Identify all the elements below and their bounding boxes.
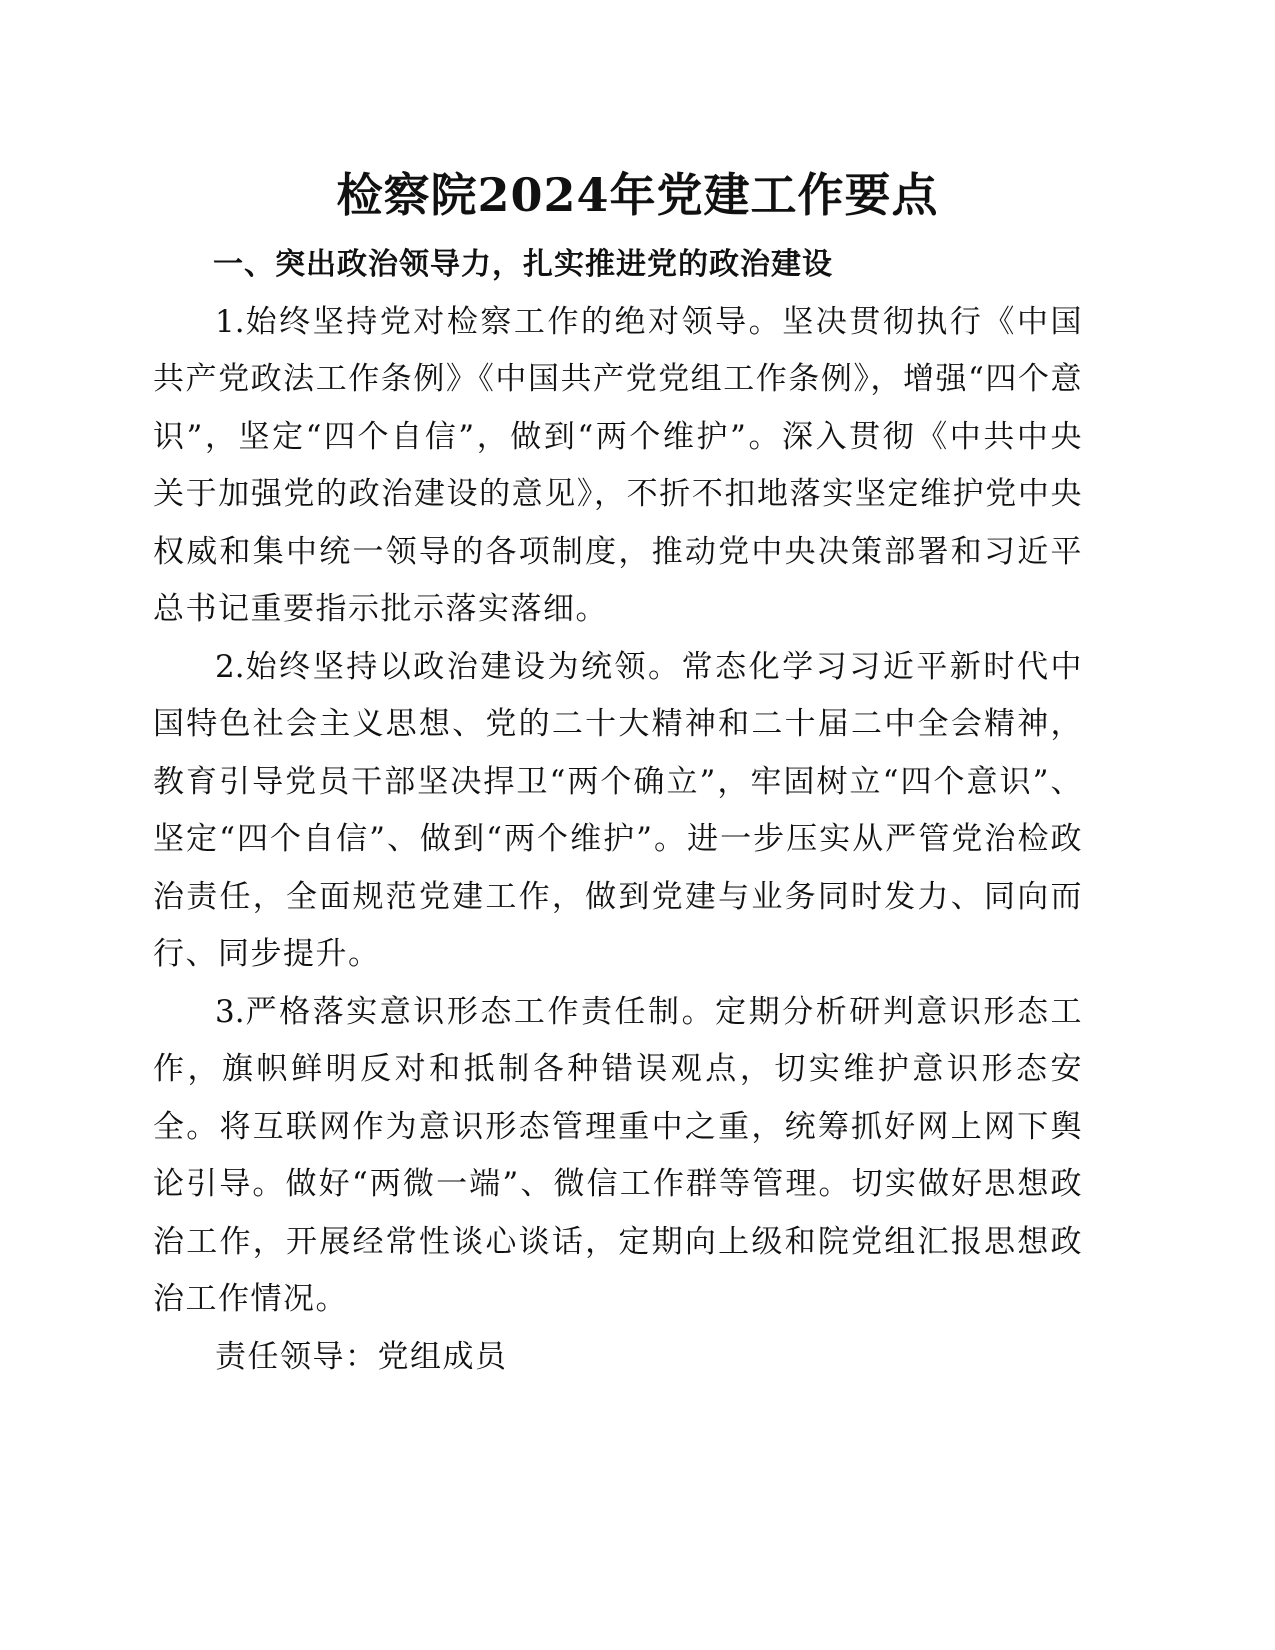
responsibility-line: 责任领导：党组成员 — [215, 1338, 508, 1375]
paragraph-1 — [153, 294, 1083, 639]
section-heading: 一、突出政治领导力，扎实推进党的政治建设 — [213, 247, 833, 282]
document-body — [153, 236, 1083, 1386]
paragraph-number: 3. — [215, 993, 245, 1030]
paragraph-number: 1. — [215, 303, 245, 340]
paragraph-3 — [153, 984, 1083, 1329]
document-title: 检察院2024年党建工作要点 — [336, 168, 939, 222]
paragraph-text: 始终坚持以政治建设为统领。常态化学习习近平新时代中国特色社会主义思想、党的二十大精神和二十届二中全会精神，教育引导党员干部坚决捍卫“两个确立”，牢固树立“四个意识”、坚定“四个自信”、做到“两个维护”。进一步压实从严管党治检政治责任，全面规范党建工作，做到党建与业务同时发力、同向而行、同步提升。 — [153, 648, 1083, 972]
paragraph-text: 严格落实意识形态工作责任制。定期分析研判意识形态工作，旗帜鲜明反对和抵制各种错误观点，切实维护意识形态安全。将互联网作为意识形态管理重中之重，统筹抓好网上网下舆论引导。做好“两微一端”、微信工作群等管理。切实做好思想政治工作，开展经常性谈心谈话，定期向上级和院党组汇报思想政治工作情况。 — [153, 993, 1083, 1317]
paragraph-number: 2. — [215, 648, 245, 685]
paragraph-text: 始终坚持党对检察工作的绝对领导。坚决贯彻执行《中国共产党政法工作条例》《中国共产党党组工作条例》，增强“四个意识”，坚定“四个自信”，做到“两个维护”。深入贯彻《中共中央关于加强党的政治建设的意见》，不折不扣地落实坚定维护党中央权威和集中统一领导的各项制度，推动党中央决策部署和习近平总书记重要指示批示落实落细。 — [153, 303, 1083, 627]
paragraph-2 — [153, 639, 1083, 984]
